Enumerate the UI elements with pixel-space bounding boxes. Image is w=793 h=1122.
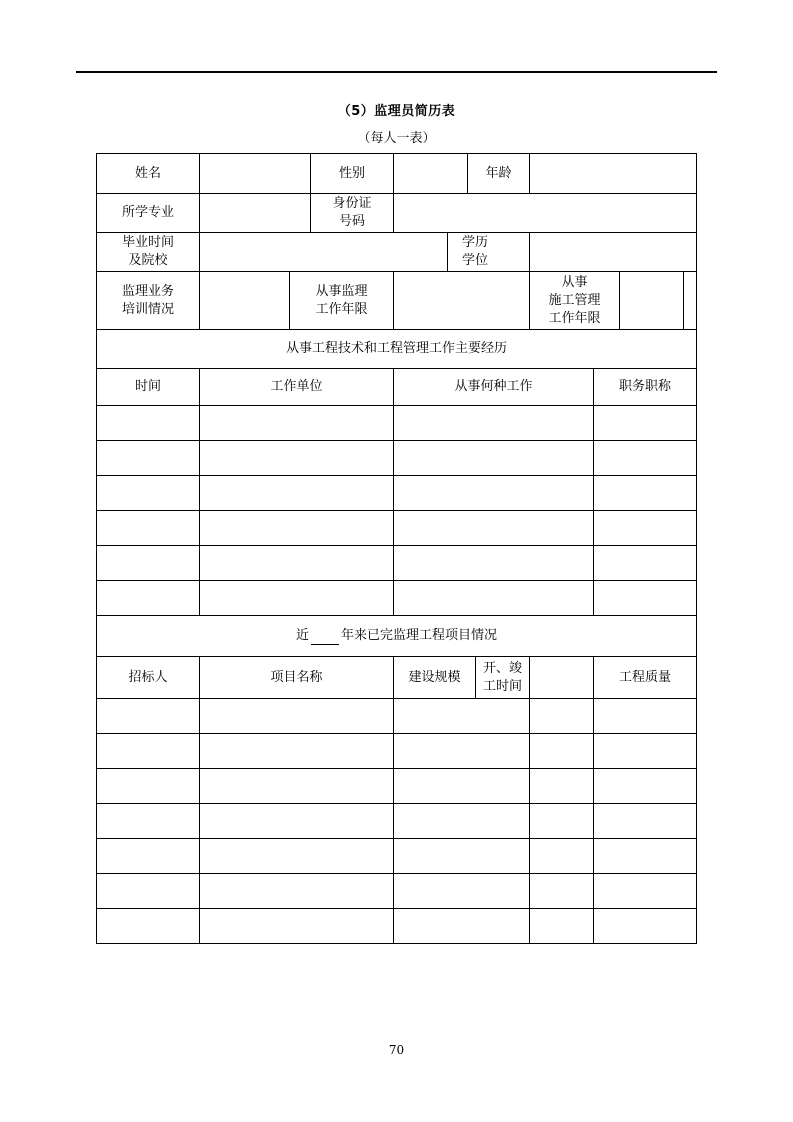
projects-header-dates-cell bbox=[530, 657, 594, 699]
project-cell[interactable] bbox=[394, 734, 530, 769]
name-field[interactable] bbox=[200, 154, 311, 194]
project-row bbox=[97, 734, 697, 769]
experience-cell[interactable] bbox=[394, 511, 594, 546]
age-label: 年龄 bbox=[485, 165, 512, 181]
major-label: 所学专业 bbox=[97, 194, 200, 233]
graduation-label-line-2: 及院校 bbox=[128, 253, 168, 268]
training-label bbox=[97, 272, 200, 330]
project-cell[interactable] bbox=[97, 769, 200, 804]
experience-cell[interactable] bbox=[97, 441, 200, 476]
construction-years-label bbox=[530, 272, 620, 329]
project-cell[interactable] bbox=[394, 839, 530, 874]
gender-label: 性别 bbox=[311, 154, 394, 194]
experience-cell[interactable] bbox=[394, 406, 594, 441]
projects-header-quality: 工程质量 bbox=[594, 657, 697, 699]
project-cell[interactable] bbox=[97, 699, 200, 734]
projects-section-title bbox=[97, 616, 697, 657]
construction-years-label-line-2: 施工管理 bbox=[548, 292, 601, 308]
experience-cell[interactable] bbox=[97, 581, 200, 616]
experience-row bbox=[97, 476, 697, 511]
projects-title-suffix: 年来已完监理工程项目情况 bbox=[341, 628, 498, 643]
project-cell[interactable] bbox=[97, 734, 200, 769]
projects-header-scale: 建设规模 bbox=[394, 657, 476, 698]
project-cell[interactable] bbox=[594, 734, 697, 769]
training-label-line-2: 培训情况 bbox=[121, 301, 174, 317]
id-number-label-line-1: 身份证 bbox=[332, 196, 372, 211]
project-cell[interactable] bbox=[530, 734, 594, 769]
experience-cell[interactable] bbox=[200, 406, 394, 441]
experience-cell[interactable] bbox=[394, 441, 594, 476]
resume-form-table bbox=[96, 153, 697, 944]
project-cell[interactable] bbox=[594, 839, 697, 874]
experience-cell[interactable] bbox=[594, 441, 697, 476]
supervision-years-label-line-1: 从事监理 bbox=[315, 283, 368, 299]
training-label-line-1: 监理业务 bbox=[121, 283, 174, 299]
project-cell[interactable] bbox=[200, 909, 394, 944]
degree-label bbox=[448, 233, 530, 272]
experience-cell[interactable] bbox=[200, 581, 394, 616]
experience-section-title: 从事工程技术和工程管理工作主要经历 bbox=[97, 330, 697, 369]
project-cell[interactable] bbox=[530, 769, 594, 804]
page-subtitle: （每人一表） bbox=[357, 131, 436, 146]
project-row bbox=[97, 874, 697, 909]
projects-header-name: 项目名称 bbox=[200, 657, 394, 699]
project-cell[interactable] bbox=[530, 909, 594, 944]
project-cell[interactable] bbox=[394, 804, 530, 839]
project-cell[interactable] bbox=[200, 699, 394, 734]
experience-cell[interactable] bbox=[97, 406, 200, 441]
project-cell[interactable] bbox=[200, 839, 394, 874]
construction-years-field[interactable] bbox=[620, 272, 684, 329]
project-cell[interactable] bbox=[200, 734, 394, 769]
experience-cell[interactable] bbox=[200, 476, 394, 511]
age-field[interactable] bbox=[530, 154, 697, 194]
training-field[interactable] bbox=[200, 272, 290, 330]
project-cell[interactable] bbox=[530, 804, 594, 839]
graduation-label-line-1: 毕业时间 bbox=[121, 235, 174, 250]
project-row bbox=[97, 839, 697, 874]
degree-label-line-2: 学位 bbox=[462, 253, 489, 268]
id-number-label-line-2: 号码 bbox=[338, 214, 365, 229]
projects-header-dates bbox=[476, 657, 530, 698]
project-cell[interactable] bbox=[200, 804, 394, 839]
project-cell[interactable] bbox=[200, 874, 394, 909]
gender-field[interactable] bbox=[394, 154, 468, 193]
degree-label-line-1: 学历 bbox=[462, 235, 489, 250]
experience-cell[interactable] bbox=[594, 511, 697, 546]
project-cell[interactable] bbox=[594, 769, 697, 804]
experience-cell[interactable] bbox=[200, 441, 394, 476]
id-number-field[interactable] bbox=[394, 194, 697, 233]
experience-cell[interactable] bbox=[394, 581, 594, 616]
page-number: 70 bbox=[388, 1043, 405, 1057]
experience-header-time: 时间 bbox=[97, 369, 200, 406]
project-row bbox=[97, 804, 697, 839]
project-cell[interactable] bbox=[530, 874, 594, 909]
id-number-label bbox=[311, 194, 394, 233]
projects-header-dates-line-1: 开、竣 bbox=[482, 660, 522, 676]
experience-header-work: 从事何种工作 bbox=[394, 369, 594, 406]
project-cell[interactable] bbox=[594, 699, 697, 734]
supervision-years-field[interactable] bbox=[394, 272, 530, 330]
experience-cell[interactable] bbox=[97, 511, 200, 546]
project-cell[interactable] bbox=[594, 874, 697, 909]
name-label: 姓名 bbox=[97, 154, 200, 194]
project-cell[interactable] bbox=[394, 699, 530, 734]
supervision-years-label-line-2: 工作年限 bbox=[315, 301, 368, 317]
project-cell[interactable] bbox=[594, 909, 697, 944]
experience-row bbox=[97, 546, 697, 581]
project-cell[interactable] bbox=[594, 804, 697, 839]
experience-cell[interactable] bbox=[200, 511, 394, 546]
supervision-years-label bbox=[290, 272, 394, 330]
project-cell[interactable] bbox=[394, 769, 530, 804]
experience-cell[interactable] bbox=[394, 476, 594, 511]
experience-cell[interactable] bbox=[594, 546, 697, 581]
construction-years-label-line-3: 工作年限 bbox=[548, 310, 601, 326]
experience-cell[interactable] bbox=[594, 581, 697, 616]
project-row bbox=[97, 769, 697, 804]
experience-row bbox=[97, 511, 697, 546]
experience-row bbox=[97, 406, 697, 441]
experience-header-employer: 工作单位 bbox=[200, 369, 394, 406]
project-cell[interactable] bbox=[394, 874, 530, 909]
project-cell[interactable] bbox=[97, 874, 200, 909]
experience-row bbox=[97, 441, 697, 476]
experience-cell[interactable] bbox=[97, 476, 200, 511]
projects-header-dates-line-2: 工时间 bbox=[482, 678, 522, 694]
project-cell[interactable] bbox=[394, 909, 530, 944]
construction-years-field-extra[interactable] bbox=[684, 272, 697, 330]
project-row bbox=[97, 699, 697, 734]
projects-title-prefix: 近 bbox=[295, 628, 309, 643]
degree-field[interactable] bbox=[530, 233, 697, 272]
project-cell[interactable] bbox=[530, 839, 594, 874]
years-blank[interactable] bbox=[311, 630, 339, 645]
project-cell[interactable] bbox=[97, 804, 200, 839]
experience-cell[interactable] bbox=[594, 476, 697, 511]
header-rule bbox=[76, 71, 717, 73]
experience-cell[interactable] bbox=[394, 546, 594, 581]
experience-row bbox=[97, 581, 697, 616]
project-cell[interactable] bbox=[530, 699, 594, 734]
projects-header-tenderer: 招标人 bbox=[97, 657, 200, 699]
project-cell[interactable] bbox=[97, 909, 200, 944]
project-cell[interactable] bbox=[97, 839, 200, 874]
major-field[interactable] bbox=[200, 194, 311, 233]
page-title: （5）监理员简历表 bbox=[337, 104, 456, 119]
experience-header-title: 职务职称 bbox=[594, 369, 697, 406]
experience-cell[interactable] bbox=[97, 546, 200, 581]
graduation-field[interactable] bbox=[200, 233, 448, 272]
graduation-label bbox=[97, 233, 200, 272]
experience-cell[interactable] bbox=[594, 406, 697, 441]
project-cell[interactable] bbox=[200, 769, 394, 804]
construction-years-label-line-1: 从事 bbox=[561, 274, 588, 290]
project-row bbox=[97, 909, 697, 944]
experience-cell[interactable] bbox=[200, 546, 394, 581]
